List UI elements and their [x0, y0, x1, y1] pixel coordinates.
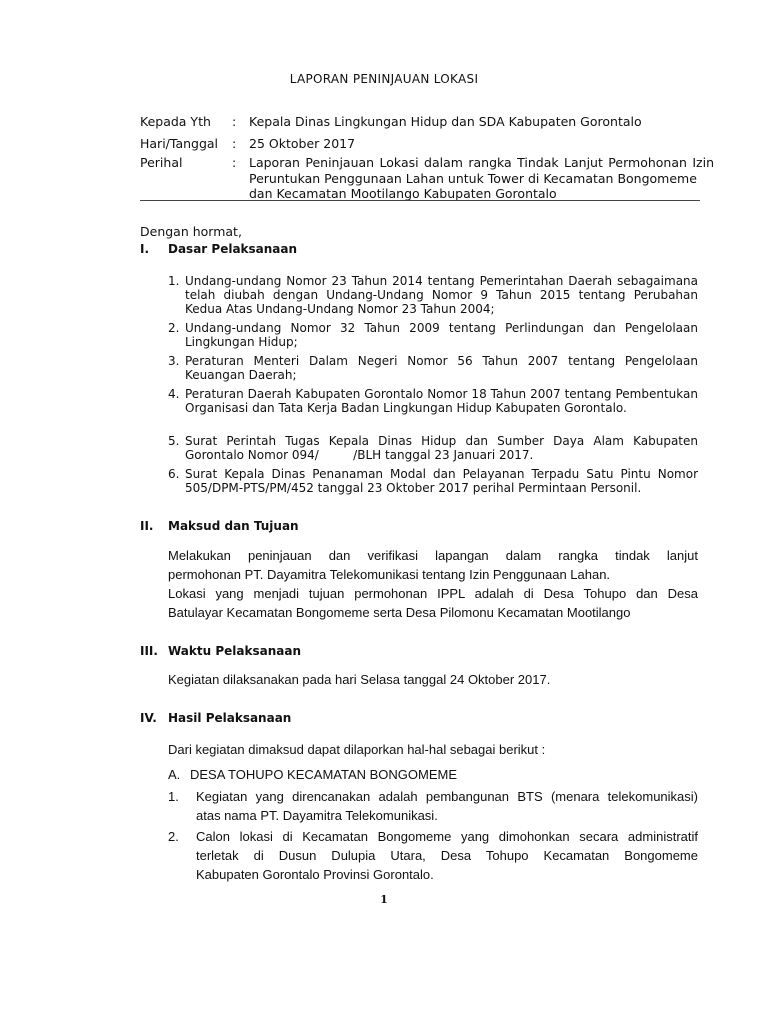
date-value: 25 Oktober 2017: [249, 136, 356, 151]
section-4-title: Hasil Pelaksanaan: [168, 711, 292, 725]
list-item-number: 3.: [168, 354, 180, 368]
subject-line: Laporan Peninjauan Lokasi dalam rangka Tindak Lanjut Permohonan Izin: [249, 155, 714, 170]
section-1-title: Dasar Pelaksanaan: [168, 242, 298, 256]
subject-label: Perihal: [140, 155, 183, 170]
list-item-number: 4.: [168, 387, 180, 401]
list-item-text: Surat Perintah Tugas Kepala Dinas Hidup dan Sumber Daya Alam Kabupaten Gorontalo Nomor 094/ /BLH tanggal 23 Januari 2017.: [185, 434, 698, 462]
list-item-text: Peraturan Daerah Kabupaten Gorontalo Nomor 18 Tahun 2007 tentang Pembentukan Organisasi dan Tata Kerja Badan Lingkungan Hidup Kabupaten Gorontalo.: [185, 387, 698, 415]
result-item-text: [196, 827, 698, 884]
section-4-number: IV.: [140, 711, 157, 725]
paragraph-line: Calon lokasi di Kecamatan Bongomeme yang dimohonkan secara administratif: [196, 829, 698, 844]
section-2-body: [168, 546, 698, 622]
to-value: Kepala Dinas Lingkungan Hidup dan SDA Kabupaten Gorontalo: [249, 114, 642, 129]
subject-colon: :: [232, 155, 237, 170]
list-item-number: 6.: [168, 467, 180, 481]
paragraph-line: Kabupaten Gorontalo Provinsi Gorontalo.: [196, 867, 434, 882]
to-label: Kepada Yth: [140, 114, 211, 129]
list-item-text: Peraturan Menteri Dalam Negeri Nomor 56 Tahun 2007 tentang Pengelolaan Keuangan Daerah;: [185, 354, 698, 382]
section-3-number: III.: [140, 644, 158, 658]
result-item-text: [196, 787, 698, 825]
paragraph-line: Melakukan peninjauan dan verifikasi lapangan dalam rangka tindak lanjut: [168, 548, 698, 563]
paragraph-line: Batulayar Kecamatan Bongomeme serta Desa Pilomonu Kecamatan Mootilango: [168, 605, 631, 620]
paragraph-line: Lokasi yang menjadi tujuan permohonan IPPL adalah di Desa Tohupo dan Desa: [168, 586, 698, 601]
subject-line: dan Kecamatan Mootilango Kabupaten Gorontalo: [249, 186, 557, 201]
header-divider: [140, 200, 700, 201]
subsection-a-label: A.: [168, 767, 181, 782]
subject-line: Peruntukan Penggunaan Lahan untuk Tower di Kecamatan Bongomeme: [249, 170, 697, 186]
section-1-number: I.: [140, 242, 150, 256]
greeting: Dengan hormat,: [140, 224, 242, 239]
page-number: 1: [380, 893, 388, 906]
subject-value: [249, 155, 714, 202]
paragraph-line: permohonan PT. Dayamitra Telekomunikasi tentang Izin Penggunaan Lahan.: [168, 567, 611, 582]
section-3-title: Waktu Pelaksanaan: [168, 644, 301, 658]
section-2-title: Maksud dan Tujuan: [168, 519, 299, 533]
list-item: [168, 388, 698, 416]
list-item-number: 5.: [168, 434, 180, 448]
paragraph-line: Kegiatan yang direncanakan adalah pembangunan BTS (menara telekomunikasi): [196, 789, 698, 804]
subsection-a-title: DESA TOHUPO KECAMATAN BONGOMEME: [190, 767, 458, 782]
list-item: [168, 468, 698, 496]
list-item-text: Surat Kepala Dinas Penanaman Modal dan Pelayanan Terpadu Satu Pintu Nomor 505/DPM-PTS/PM/452 tanggal 23 Oktober 2017 perihal Permintaan Personil.: [185, 467, 698, 495]
list-item-text: Undang-undang Nomor 23 Tahun 2014 tentang Pemerintahan Daerah sebagaimana telah diubah dengan Undang-Undang Nomor 9 Tahun 2015 tentang Perubahan Kedua Atas Undang-Undang Nomor 23 Tahun 2004;: [185, 274, 698, 316]
date-colon: :: [232, 136, 237, 151]
list-item: [168, 435, 698, 463]
to-colon: :: [232, 114, 237, 129]
list-item-number: 1.: [168, 274, 180, 288]
result-item-number: 1.: [168, 789, 179, 804]
paragraph-line: terletak di Dusun Dulupia Utara, Desa Tohupo Kecamatan Bongomeme: [196, 848, 698, 863]
section-4-intro: Dari kegiatan dimaksud dapat dilaporkan hal-hal sebagai berikut :: [168, 742, 546, 757]
list-item: [168, 355, 698, 383]
list-item: [168, 322, 698, 350]
section-2-number: II.: [140, 519, 154, 533]
result-item-number: 2.: [168, 829, 179, 844]
paragraph-line: atas nama PT. Dayamitra Telekomunikasi.: [196, 808, 438, 823]
list-item-text: Undang-undang Nomor 32 Tahun 2009 tentang Perlindungan dan Pengelolaan Lingkungan Hidup;: [185, 321, 698, 349]
list-item: [168, 275, 698, 316]
document-title: LAPORAN PENINJAUAN LOKASI: [289, 72, 479, 86]
section-3-text: Kegiatan dilaksanakan pada hari Selasa tanggal 24 Oktober 2017.: [168, 672, 551, 687]
date-label: Hari/Tanggal: [140, 136, 219, 151]
list-item-number: 2.: [168, 321, 180, 335]
